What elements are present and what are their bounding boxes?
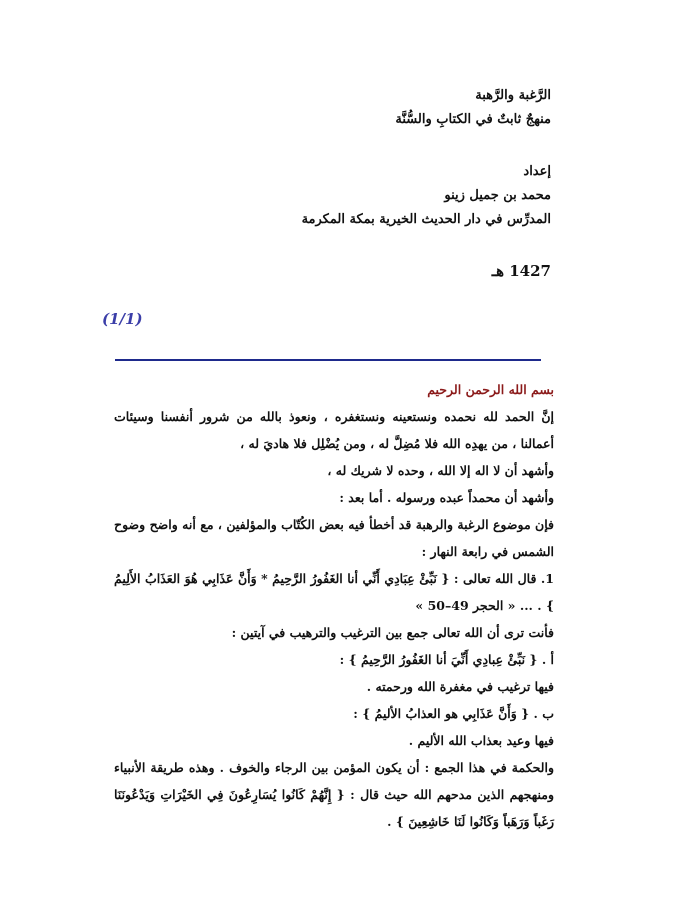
paragraph: فإن موضوع الرغبة والرهبة قد أخطأ فيه بعض الكُتّاب والمؤلفين ، مع أنه واضح وضوح الشمس في رابعة النهار : [114,517,554,559]
prepared-label: إعداد [523,164,551,179]
author-name: محمد بن جميل زينو [444,188,551,203]
paragraph: إنَّ الحمد لله نحمده ونستعينه ونستغفره ، ونعوذ بالله من شرور أنفسنا وسيئات أعمالنا ، من يهدِه الله فلا مُضِلَّ له ، ومن يُضْلِل فلا هاديَ له ، [114,409,554,451]
basmala: بسم الله الرحمن الرحيم [427,382,554,397]
paragraph: فيها ترغيب في مغفرة الله ورحمته . [366,679,554,694]
paragraph: ب . { وَأَنَّ عَذَابِي هو العذابُ الأليمُ } : [353,706,554,721]
title-block [111,84,551,132]
author-role: المدرِّس في دار الحديث الخيرية بمكة المكرمة [301,212,551,227]
hijri-year: 1427 هـ [491,262,551,280]
paragraph: وأشهد أن محمداً عبده ورسوله . أما بعد : [339,490,554,505]
body-text [114,376,554,835]
author-block [111,160,551,232]
paragraph-verse: 1. قال الله تعالى : { نَبِّئْ عِبَادِي أَنِّي أنا الغَفُورُ الرَّحِيمُ * وَأَنَّ عَذَابِي هُوَ العَذَابُ الأَلِيمُ } . ... « الحجر 49–50 » [114,571,554,613]
title-line-2: منهجٌ ثابتٌ في الكتابِ والسُّنَّة [395,112,551,127]
paragraph: والحكمة في هذا الجمع : أن يكون المؤمن بين الرجاء والخوف . وهذه طريقة الأنبياء ومنهجهم الذين مدحهم الله حيث قال : { إِنَّهُمْ كَانُوا يُسَارِعُونَ فِي الخَيْرَاتِ وَيَدْعُونَنَا رَغَباً وَرَهَباً وَكَانُوا لَنَا خَاشِعِينَ } . [114,760,554,829]
page-indicator: (1/1) [102,310,143,328]
paragraph: فيها وعيد بعذاب الله الأليم . [408,733,554,748]
title-line-1: الرَّغبة والرَّهبة [475,88,551,103]
paragraph: وأشهد أن لا اله إلا الله ، وحده لا شريك له ، [327,463,554,478]
horizontal-rule [115,359,541,361]
paragraph: فأنت ترى أن الله تعالى جمع بين الترغيب والترهيب في آيتين : [231,625,554,640]
paragraph: أ . { نَبِّئْ عِبادِي أَنِّيَ أنا الغَفُورُ الرَّحِيمُ } : [339,652,554,667]
